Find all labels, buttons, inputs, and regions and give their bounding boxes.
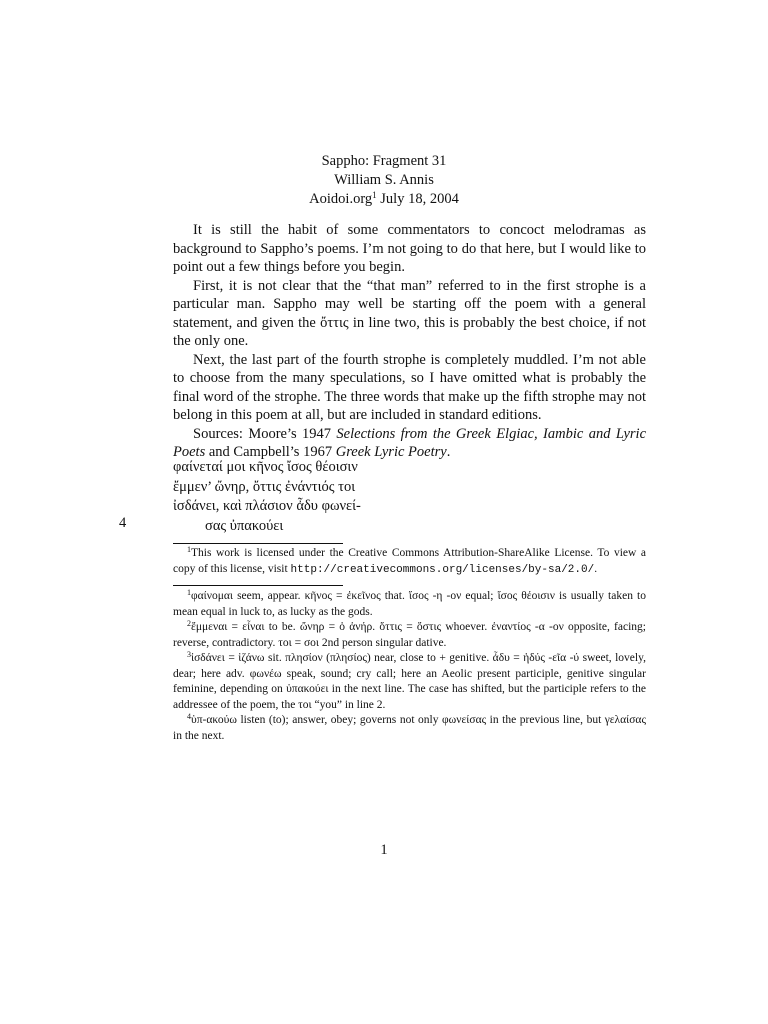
greek-poem [173,458,361,536]
sources-text: Sources: Moore’s 1947 [193,425,337,442]
gloss-number: 2 [187,619,191,628]
license-text [173,546,646,578]
footnote-marker: 1 [372,190,377,200]
poem-line: ἔμμεν’ ὤνηρ, ὄττις ἐνάντιός τοι [173,478,356,495]
sources-text: . [446,444,451,460]
site-date-line [0,190,768,209]
page-number: 1 [380,842,388,858]
gloss-note [173,651,646,713]
footnote-divider [173,543,343,544]
gloss-number: 1 [187,588,191,597]
gloss-text: ἰσδάνει = ἱζάνω sit. πλησίον (πλησίος) near, close to + genitive. ἆδυ = ἡδύς -εῖα -ύ sweet, lovely, dear; here adv. φωνέω speak, sound; cry call; here an Aeolic present participle, genitive singular feminine, depending on ὐπακούει in the next line. The case has shifted, but the participle refers to the addressee of the poem, the τοι “you” in line 2. [173,652,646,711]
line-number: 4 [119,515,127,531]
document-title: Sappho: Fragment 31 [321,153,447,169]
gloss-divider [173,585,343,586]
footnote-number: 1 [187,545,191,554]
poem-line: φαίνεταί μοι κῆνος ἴσος θέοισιν [173,459,358,475]
sources-paragraph [173,425,646,462]
gloss-notes [173,589,646,744]
license-end: . [594,562,598,575]
source-title: Greek Lyric Poetry [335,444,447,460]
poem-line: ἰσδάνει, καὶ πλάσιον ἆδυ φωνεί- [173,498,361,514]
gloss-note [173,713,646,744]
license-footnote [173,546,646,578]
poem-line: σας ὐπακούει [205,517,284,534]
gloss-note [173,589,646,620]
gloss-number: 4 [187,712,191,721]
gloss-text: φαίνομαι seem, appear. κῆνος = ἐκεῖνος that. ἴσος -η -ον equal; ἴσος θέοισιν is usually taken to mean equal in luck to, as lucky as the gods. [173,590,646,618]
source-title: Selections from the Greek Elgiac, Iambic and Lyric Poets [173,425,647,460]
gloss-note [173,620,646,651]
document-date: July 18, 2004 [380,191,459,207]
document-header [0,152,768,209]
author-name: William S. Annis [334,172,434,188]
site-name: Aoidoi.org [309,191,373,207]
sources-text: and Campbell’s 1967 [205,444,336,460]
intro-paragraph: First, it is not clear that the “that man” referred to in the first strophe is a particular man. Sappho may well be starting off the poem with a general statement, and given the ὄττις in line two, this is probably the best choice, if not the only one. [173,277,646,349]
gloss-number: 3 [187,650,191,659]
intro-paragraph: Next, the last part of the fourth strophe is completely muddled. I’m not able to choose from the many speculations, so I have omitted what is probably the final word of the strophe. The three words that make up the fifth strophe may not belong in this poem at all, but are included in standard editions. [173,351,646,423]
intro-text [173,221,646,462]
license-url[interactable]: http://creativecommons.org/licenses/by-sa/2.0/ [290,563,595,576]
gloss-text: ὑπ-ακούω listen (to); answer, obey; governs not only φωνείσας in the previous line, but γελαίσας in the next. [173,714,646,742]
gloss-text: ἔμμεναι = εἶναι to be. ὤνηρ = ὁ ἀνήρ. ὄττις = ὅστις whoever. ἐναντίος -α -ον opposite, facing; reverse, contradictory. τοι = σοι 2nd person singular dative. [173,621,646,649]
license-body: This work is licensed under the Creative Commons Attribution-ShareAlike License. To view a copy of this license, visit [173,547,646,575]
intro-paragraph: It is still the habit of some commentators to concoct melodramas as background to Sappho’s poems. I’m not going to do that here, but I would like to point out a few things before you begin. [173,222,646,275]
